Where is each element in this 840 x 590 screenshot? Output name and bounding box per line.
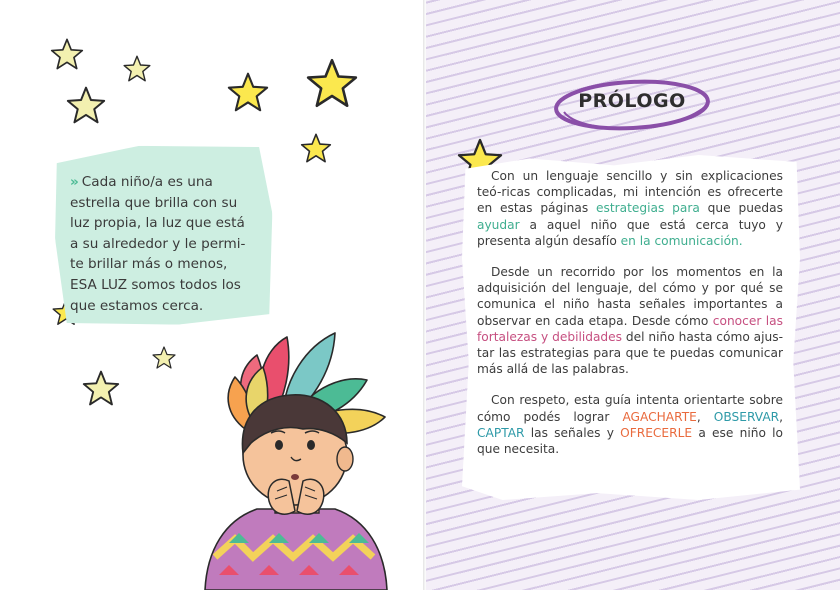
star-icon [50,38,84,70]
highlight-text: ayudar [477,217,520,232]
highlight-text: AGACHARTE [622,409,697,424]
quote-line: que estamos cerca. [70,297,204,314]
highlight-text: estrategias para [596,201,700,216]
star-icon [152,346,176,369]
book-gutter [423,0,426,590]
prologue-body [477,168,783,472]
star-icon [82,370,120,406]
quote-line: Cada niño/a es una [81,174,213,190]
quote-line: estrella que brilla con su [70,194,238,211]
quote-line: luz propia, la luz que está [70,215,245,232]
quote-line: ESA LUZ somos todos los [70,276,241,293]
paragraph [477,264,783,377]
star-icon [306,58,358,108]
highlight-text: en la comunicación. [620,233,743,248]
body-text: Con respeto, esta guía intenta orientarte sobre cómo podés lograr [477,393,783,424]
paragraph [477,168,783,249]
body-text: , [779,409,783,424]
highlight-text: conocer las fortalezas y debilidades [477,313,783,344]
highlight-text: OBSERVAR [713,409,780,424]
quote-line: te brillar más o menos, [70,256,228,273]
star-icon [226,72,270,112]
body-text: a ese niño lo que necesita. [477,425,783,457]
quote-text [70,172,262,316]
title-block [556,82,708,128]
chevron-right-icon: » [70,174,79,190]
star-icon [300,133,332,163]
highlight-text: CAPTAR [477,425,525,440]
body-text: , [696,409,714,424]
body-text: Con un lenguaje sencillo y sin explicaciones teó-ricas complicadas, mi intención es ofrecerte en estas páginas [477,169,783,216]
page-title: PRÓLOGO [578,90,686,112]
star-icon [66,86,106,124]
child-illustration [195,325,400,590]
quote-line: a su alrededor y le permi- [70,235,246,252]
body-text: Desde un recorrido por los momentos en la adquisición del lenguaje, del cómo y por qué se comunica el niño hasta señales importantes a observar en cada etapa. Desde cómo [477,265,783,328]
body-text: del niño hasta cómo ajus-tar las estrategias para que te puedas comunicar más allá de las palabras. [477,329,784,377]
highlight-text: OFRECERLE [620,425,693,440]
body-text: a aquel niño que está cerca tuyo y presenta algún desafío [477,217,783,248]
body-text: que puedas [699,201,783,216]
star-icon [123,55,151,82]
body-text: las señales y [524,425,621,440]
paragraph [477,392,783,457]
